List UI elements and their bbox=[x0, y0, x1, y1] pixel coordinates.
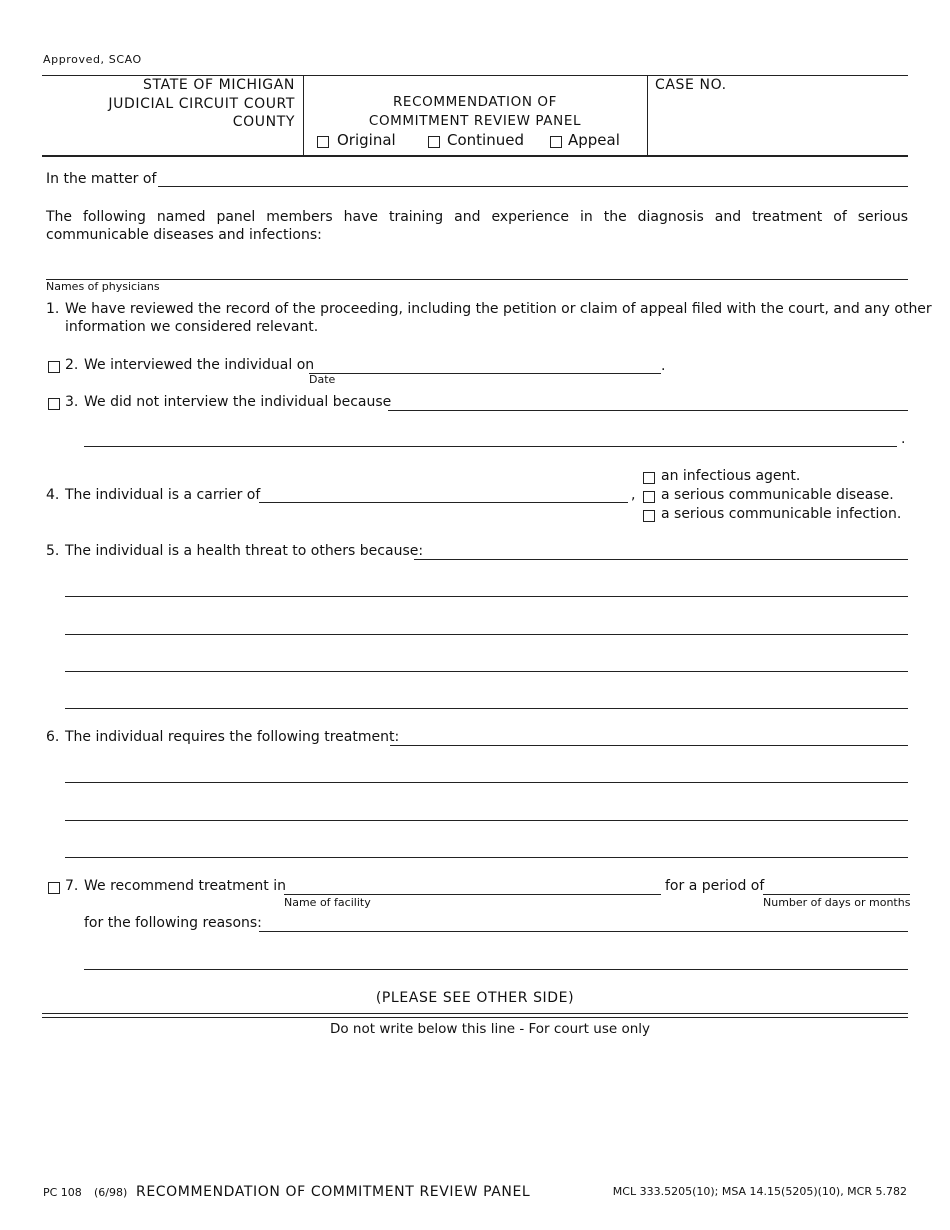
county-label: COUNTY bbox=[232, 114, 295, 130]
form-title-line2: COMMITMENT REVIEW PANEL bbox=[368, 113, 582, 129]
header-bottom-rule bbox=[42, 155, 908, 157]
item7-period-caption: Number of days or months bbox=[763, 896, 911, 909]
continued-label: Continued bbox=[447, 131, 524, 149]
approved-text: Approved, SCAO bbox=[43, 53, 142, 66]
item6-line3[interactable] bbox=[65, 820, 908, 821]
item7-period-text: for a period of bbox=[665, 878, 765, 894]
item5-line5[interactable] bbox=[65, 708, 908, 709]
communicable-disease-checkbox[interactable] bbox=[643, 491, 655, 503]
item3-text: We did not interview the individual because bbox=[84, 394, 392, 410]
item6-line2[interactable] bbox=[65, 782, 908, 783]
item5-line1[interactable] bbox=[414, 559, 908, 560]
court-use-rule-top bbox=[42, 1013, 908, 1014]
item7-facility-line[interactable] bbox=[284, 894, 661, 895]
matter-label: In the matter of bbox=[46, 171, 157, 187]
footer-statutes: MCL 333.5205(10); MSA 14.15(5205)(10), MCR 5.782 bbox=[612, 1185, 907, 1198]
item1-number: 1. bbox=[46, 301, 60, 317]
header-divider-right bbox=[647, 75, 648, 156]
communicable-infection-checkbox[interactable] bbox=[643, 510, 655, 522]
item2-number: 2. bbox=[65, 357, 79, 373]
see-other-side: (PLEASE SEE OTHER SIDE) bbox=[375, 990, 575, 1006]
continued-checkbox[interactable] bbox=[428, 136, 440, 148]
item7-number: 7. bbox=[65, 878, 79, 894]
item4-comma: , bbox=[631, 487, 636, 503]
item7-checkbox[interactable] bbox=[48, 882, 60, 894]
item5-line4[interactable] bbox=[65, 671, 908, 672]
item2-period: . bbox=[661, 358, 666, 374]
appeal-checkbox[interactable] bbox=[550, 136, 562, 148]
item4-number: 4. bbox=[46, 487, 60, 503]
item2-date-line[interactable] bbox=[309, 373, 661, 374]
item6-number: 6. bbox=[46, 729, 60, 745]
item1-line2: information we considered relevant. bbox=[65, 319, 319, 335]
physicians-caption: Names of physicians bbox=[46, 280, 160, 293]
infectious-agent-checkbox[interactable] bbox=[643, 472, 655, 484]
infectious-agent-label: an infectious agent. bbox=[661, 468, 801, 484]
item7-facility-caption: Name of facility bbox=[284, 896, 371, 909]
case-no-field[interactable] bbox=[700, 96, 900, 146]
court-use-rule-bottom bbox=[42, 1017, 908, 1018]
physicians-line[interactable] bbox=[46, 279, 908, 280]
form-title-line1: RECOMMENDATION OF bbox=[392, 94, 558, 110]
header-divider-left bbox=[303, 75, 304, 156]
item7-text: We recommend treatment in bbox=[84, 878, 286, 894]
item5-text: The individual is a health threat to others because: bbox=[65, 543, 424, 559]
item4-carrier-line[interactable] bbox=[259, 502, 628, 503]
state-label: STATE OF MICHIGAN bbox=[143, 77, 295, 93]
header-top-rule bbox=[42, 75, 908, 76]
form-number: PC 108 bbox=[43, 1186, 82, 1199]
court-label: JUDICIAL CIRCUIT COURT bbox=[108, 96, 295, 112]
item7-period-line[interactable] bbox=[763, 894, 910, 895]
item7-reasons-line2[interactable] bbox=[84, 969, 908, 970]
item7-reasons-line1[interactable] bbox=[259, 931, 908, 932]
item5-line3[interactable] bbox=[65, 634, 908, 635]
item2-text: We interviewed the individual on bbox=[84, 357, 315, 373]
item2-checkbox[interactable] bbox=[48, 361, 60, 373]
item3-reason-line2[interactable] bbox=[84, 446, 897, 447]
form-revision: (6/98) bbox=[94, 1186, 128, 1199]
item3-number: 3. bbox=[65, 394, 79, 410]
matter-field[interactable] bbox=[160, 168, 908, 186]
court-use-text: Do not write below this line - For court use only bbox=[329, 1021, 651, 1037]
item3-reason-line1[interactable] bbox=[388, 410, 908, 411]
item7-reasons-label: for the following reasons: bbox=[84, 915, 262, 931]
original-checkbox[interactable] bbox=[317, 136, 329, 148]
footer-title: RECOMMENDATION OF COMMITMENT REVIEW PANEL bbox=[136, 1184, 531, 1200]
intro-paragraph: The following named panel members have training and experience in the diagnosis and treatment of serious communicable diseases and infections: bbox=[46, 209, 908, 243]
item2-date-caption: Date bbox=[309, 373, 336, 386]
item6-line4[interactable] bbox=[65, 857, 908, 858]
item6-line1[interactable] bbox=[390, 745, 908, 746]
item1-line1: We have reviewed the record of the proceeding, including the petition or claim of appeal filed with the court, and any other bbox=[65, 301, 932, 317]
item3-period: . bbox=[901, 431, 906, 447]
appeal-label: Appeal bbox=[568, 131, 620, 149]
case-no-label: CASE NO. bbox=[655, 77, 727, 93]
matter-underline bbox=[158, 186, 908, 187]
item5-number: 5. bbox=[46, 543, 60, 559]
communicable-disease-label: a serious communicable disease. bbox=[661, 487, 894, 503]
communicable-infection-label: a serious communicable infection. bbox=[661, 506, 902, 522]
original-label: Original bbox=[337, 131, 396, 149]
item6-text: The individual requires the following treatment: bbox=[65, 729, 400, 745]
item5-line2[interactable] bbox=[65, 596, 908, 597]
item3-checkbox[interactable] bbox=[48, 398, 60, 410]
item4-text: The individual is a carrier of bbox=[65, 487, 261, 503]
